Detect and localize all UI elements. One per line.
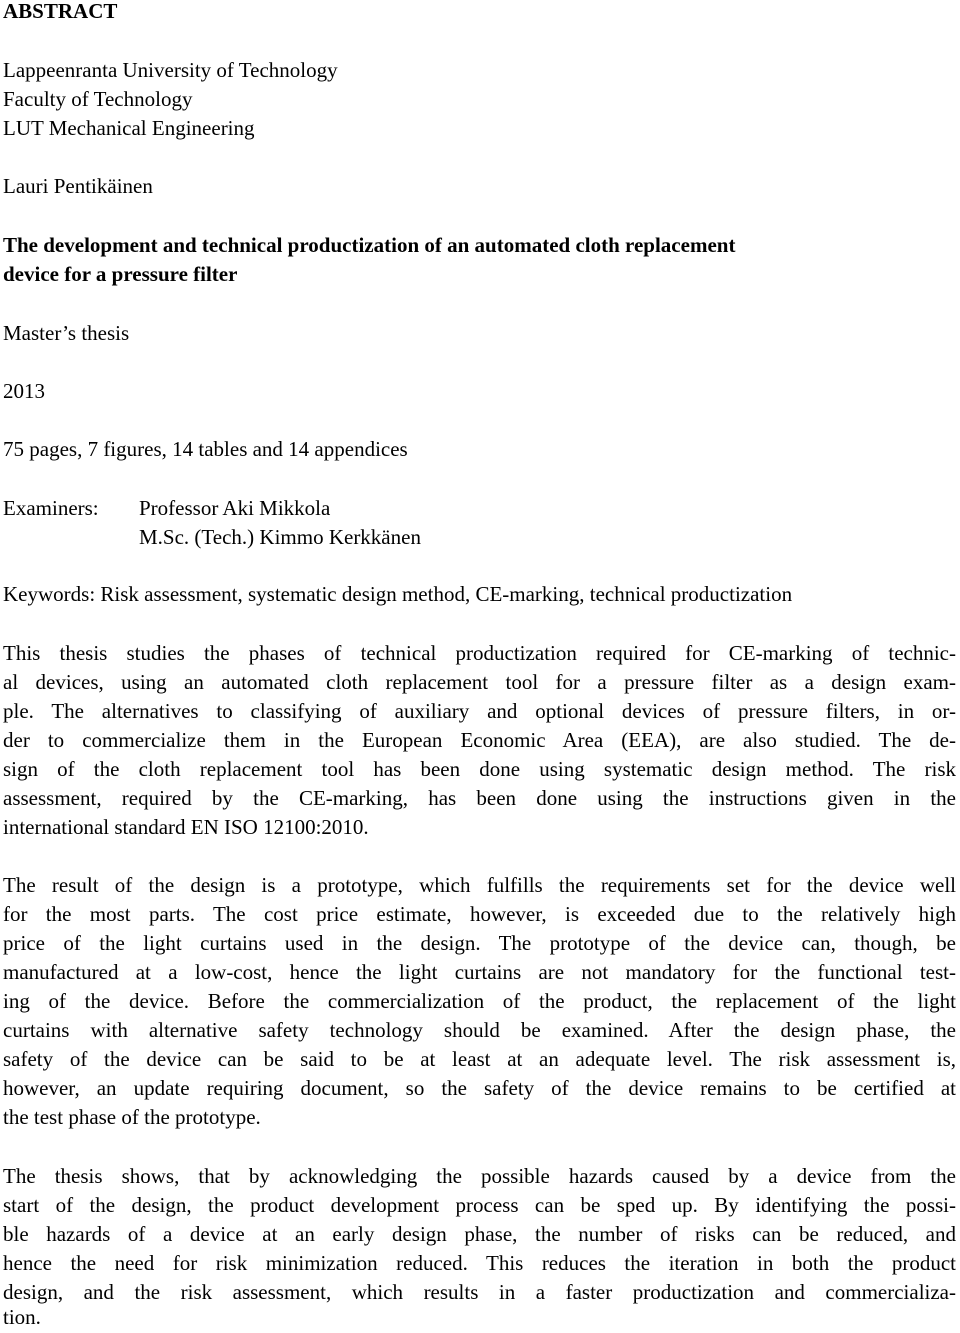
university-name: Lappeenranta University of Technology: [3, 58, 338, 82]
thesis-title-line: The development and technical productization of an automated cloth replacement: [3, 233, 736, 257]
paragraph-line: curtains with alternative safety technology should be examined. After the design phase, the: [3, 1018, 956, 1042]
paragraph-line: der to commercialize them in the European Economic Area (EEA), are also studied. The de-: [3, 728, 956, 752]
paragraph-line: however, an update requiring document, so the safety of the device remains to be certified at: [3, 1076, 956, 1100]
paragraph-line: hence the need for risk minimization reduced. This reduces the iteration in both the product: [3, 1251, 956, 1275]
thesis-type: Master’s thesis: [3, 321, 130, 345]
paragraph-line: international standard EN ISO 12100:2010.: [3, 815, 369, 839]
examiner-name: M.Sc. (Tech.) Kimmo Kerkkänen: [139, 525, 421, 549]
paragraph-line: price of the light curtains used in the design. The prototype of the device can, though, be: [3, 931, 956, 955]
abstract-heading: ABSTRACT: [3, 0, 118, 23]
paragraph-line: The result of the design is a prototype, which fulfills the requirements set for the device well: [3, 873, 956, 897]
author-name: Lauri Pentikäinen: [3, 174, 153, 198]
paragraph-line: tion.: [3, 1305, 41, 1329]
paragraph-line: for the most parts. The cost price estimate, however, is exceeded due to the relatively high: [3, 902, 956, 926]
paragraph-line: The thesis shows, that by acknowledging the possible hazards caused by a device from the: [3, 1164, 956, 1188]
paragraph-line: ble hazards of a device at an early design phase, the number of risks can be reduced, and: [3, 1222, 956, 1246]
paragraph-line: ing of the device. Before the commercialization of the product, the replacement of the light: [3, 989, 956, 1013]
paragraph-line: ple. The alternatives to classifying of auxiliary and optional devices of pressure filters, in or-: [3, 699, 956, 723]
paragraph-line: sign of the cloth replacement tool has been done using systematic design method. The risk: [3, 757, 956, 781]
paragraph-line: design, and the risk assessment, which results in a faster productization and commercializa-: [3, 1280, 956, 1304]
paragraph-line: manufactured at a low-cost, hence the light curtains are not mandatory for the functional test-: [3, 960, 956, 984]
paragraph-line: safety of the device can be said to be at least at an adequate level. The risk assessment is,: [3, 1047, 956, 1071]
thesis-year: 2013: [3, 379, 45, 403]
examiners-label: Examiners:: [3, 496, 99, 520]
thesis-title-line: device for a pressure filter: [3, 262, 238, 286]
examiner-name: Professor Aki Mikkola: [139, 496, 331, 520]
thesis-extent: 75 pages, 7 figures, 14 tables and 14 appendices: [3, 437, 408, 461]
department-name: LUT Mechanical Engineering: [3, 116, 255, 140]
paragraph-line: start of the design, the product development process can be sped up. By identifying the possi-: [3, 1193, 956, 1217]
paragraph-line: al devices, using an automated cloth replacement tool for a pressure filter as a design exam-: [3, 670, 956, 694]
faculty-name: Faculty of Technology: [3, 87, 193, 111]
paragraph-line: the test phase of the prototype.: [3, 1105, 261, 1129]
paragraph-line: This thesis studies the phases of technical productization required for CE-marking of technic-: [3, 641, 956, 665]
paragraph-line: assessment, required by the CE-marking, has been done using the instructions given in the: [3, 786, 956, 810]
keywords-line: Keywords: Risk assessment, systematic design method, CE-marking, technical productization: [3, 582, 793, 606]
